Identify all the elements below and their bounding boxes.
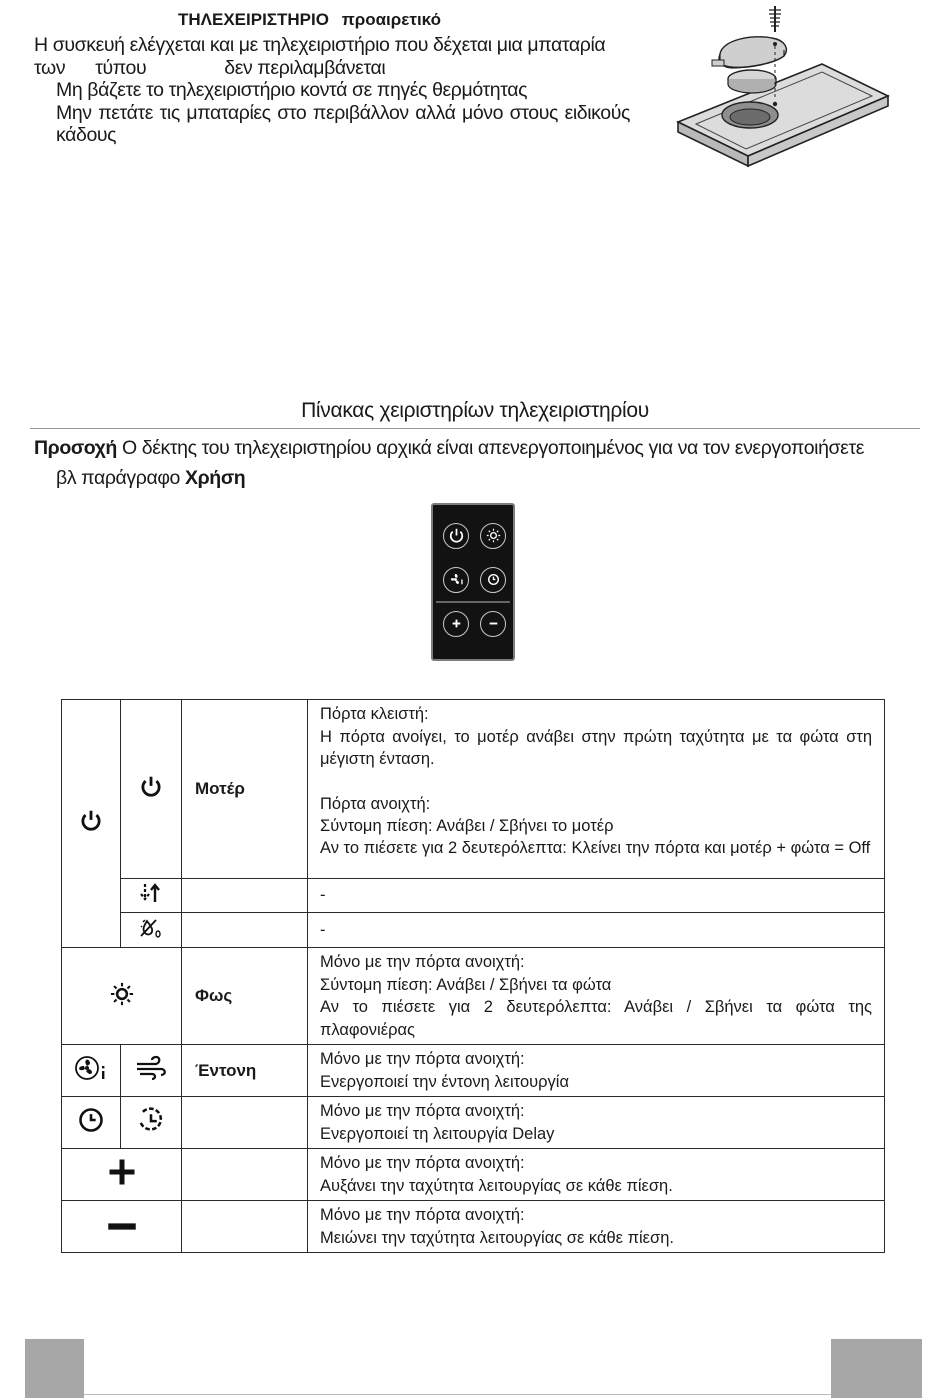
table-row bbox=[62, 1097, 885, 1149]
function-name bbox=[182, 1097, 308, 1149]
table-row bbox=[62, 913, 885, 948]
header-title: ΤΗΛΕΧΕΙΡΙΣΤΗΡΙΟ bbox=[178, 10, 329, 29]
function-name: Μοτέρ bbox=[182, 700, 308, 879]
intro-line-2 bbox=[34, 57, 630, 80]
footer-left-tab bbox=[25, 1339, 84, 1398]
notice-label: Προσοχή bbox=[34, 437, 117, 459]
page-header bbox=[178, 10, 441, 30]
function-description bbox=[308, 1201, 885, 1253]
desc-line: - bbox=[320, 886, 326, 905]
function-name bbox=[182, 1201, 308, 1253]
delay-icon bbox=[136, 1106, 166, 1134]
battery-compartment-illustration bbox=[672, 4, 894, 170]
remote-control-image bbox=[431, 503, 515, 661]
section-divider bbox=[30, 428, 920, 429]
intro-line-1: Η συσκευή ελέγχεται και με τηλεχειριστήριο που δέχεται μια μπαταρία bbox=[34, 34, 606, 56]
minus-icon bbox=[480, 611, 506, 637]
plus-icon bbox=[107, 1157, 137, 1187]
timer-icon bbox=[480, 567, 506, 593]
function-description bbox=[308, 913, 885, 948]
function-description bbox=[308, 1097, 885, 1149]
function-name: Φως bbox=[182, 948, 308, 1045]
intro-line-4: Μην πετάτε τις μπαταρίες στο περιβάλλον αλλά μόνο στους ειδικούς κάδους bbox=[56, 101, 630, 146]
fan-intensive-icon bbox=[73, 1053, 109, 1083]
icon-cell bbox=[121, 913, 182, 948]
function-name bbox=[182, 1149, 308, 1201]
icon-cell bbox=[62, 1097, 121, 1149]
desc-line: Σύντομη πίεση: Ανάβει / Σβήνει τα φώτα bbox=[320, 975, 612, 994]
function-description bbox=[308, 948, 885, 1045]
notice-ref: Χρήση bbox=[185, 467, 246, 489]
plus-icon bbox=[443, 611, 469, 637]
grease-filter-icon bbox=[138, 917, 164, 939]
desc-line: Αν το πιέσετε για 2 δευτερόλεπτα: Κλείνει την πόρτα και μοτέρ + φώτα = Off bbox=[320, 838, 871, 857]
intro-line-2a: των bbox=[34, 56, 66, 79]
function-name bbox=[182, 879, 308, 913]
desc-line: Ενεργοποιεί την έντονη λειτουργία bbox=[320, 1072, 569, 1091]
wind-icon bbox=[134, 1054, 168, 1082]
notice-paragraph bbox=[34, 433, 914, 493]
icon-cell bbox=[62, 948, 182, 1045]
desc-line: Μειώνει την ταχύτητα λειτουργίας σε κάθε πίεση. bbox=[320, 1228, 674, 1247]
intro-line-2b: τύπου bbox=[95, 56, 147, 79]
table-row bbox=[62, 1045, 885, 1097]
desc-line: Αυξάνει την ταχύτητα λειτουργίας σε κάθε πίεση. bbox=[320, 1176, 673, 1195]
desc-line: Μόνο με την πόρτα ανοιχτή: bbox=[320, 1050, 525, 1068]
function-name bbox=[182, 913, 308, 948]
minus-icon bbox=[107, 1209, 137, 1239]
table-row bbox=[62, 700, 885, 879]
footer-divider bbox=[84, 1394, 831, 1395]
desc-gap bbox=[320, 771, 872, 793]
intro-text bbox=[34, 34, 630, 147]
icon-cell bbox=[62, 1201, 182, 1253]
power-icon bbox=[443, 523, 469, 549]
desc-line: Ενεργοποιεί τη λειτουργία Delay bbox=[320, 1124, 555, 1143]
door-up-down-icon bbox=[138, 882, 164, 904]
desc-line: Αν το πιέσετε για 2 δευτερόλεπτα: Ανάβει / Σβήνει τα φώτα της πλαφονιέρας bbox=[320, 998, 872, 1039]
timer-icon bbox=[77, 1106, 105, 1134]
remote-divider bbox=[436, 601, 510, 603]
power-icon bbox=[138, 774, 164, 800]
icon-cell bbox=[62, 1045, 121, 1097]
commands-table bbox=[61, 699, 885, 1253]
power-group-cell bbox=[62, 700, 121, 948]
function-description bbox=[308, 700, 885, 879]
table-row bbox=[62, 948, 885, 1045]
desc-line: - bbox=[320, 920, 326, 939]
icon-cell bbox=[121, 700, 182, 879]
desc-line: Μόνο με την πόρτα ανοιχτή: bbox=[320, 1102, 525, 1120]
notice-continuation bbox=[34, 463, 914, 493]
section-title: Πίνακας χειριστηρίων τηλεχειριστηρίου bbox=[301, 399, 649, 422]
desc-line: Η πόρτα ανοίγει, το μοτέρ ανάβει στην πρώτη ταχύτητα με τα φώτα στη μέγιστη ένταση. bbox=[320, 727, 872, 768]
icon-cell bbox=[121, 879, 182, 913]
table-row bbox=[62, 879, 885, 913]
icon-cell bbox=[62, 1149, 182, 1201]
footer-right-tab bbox=[831, 1339, 922, 1398]
light-icon bbox=[480, 523, 506, 549]
fan-intensive-icon bbox=[443, 567, 469, 593]
intro-line-3: Μη βάζετε το τηλεχειριστήριο κοντά σε πηγές θερμότητας bbox=[56, 79, 528, 101]
desc-line: Πόρτα ανοιχτή: bbox=[320, 794, 431, 813]
function-description bbox=[308, 1045, 885, 1097]
function-description bbox=[308, 879, 885, 913]
function-name: Έντονη bbox=[182, 1045, 308, 1097]
desc-line: Πόρτα κλειστή: bbox=[320, 705, 429, 723]
function-description bbox=[308, 1149, 885, 1201]
power-icon bbox=[78, 808, 104, 834]
light-icon bbox=[108, 980, 136, 1008]
header-subtitle: προαιρετικό bbox=[341, 10, 441, 29]
notice-cont-text: βλ παράγραφο bbox=[56, 467, 186, 489]
notice-text: Ο δέκτης του τηλεχειριστηρίου αρχικά είναι απενεργοποιημένος για να τον ενεργοποιήσετε bbox=[116, 437, 865, 459]
icon-cell bbox=[121, 1045, 182, 1097]
intro-line-2c: δεν περιλαμβάνεται bbox=[224, 56, 386, 79]
table-row bbox=[62, 1201, 885, 1253]
desc-line: Σύντομη πίεση: Ανάβει / Σβήνει το μοτέρ bbox=[320, 817, 614, 835]
table-row bbox=[62, 1149, 885, 1201]
desc-line: Μόνο με την πόρτα ανοιχτή: bbox=[320, 1206, 525, 1224]
icon-cell bbox=[121, 1097, 182, 1149]
desc-line: Μόνο με την πόρτα ανοιχτή: bbox=[320, 1154, 525, 1172]
desc-line: Μόνο με την πόρτα ανοιχτή: bbox=[320, 953, 525, 971]
